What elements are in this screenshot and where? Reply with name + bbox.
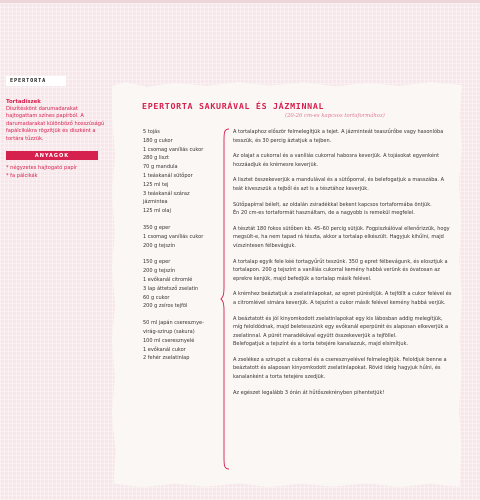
ingredient: 150 g eper bbox=[143, 259, 171, 266]
ingredient: 3 teáskanál száraz jázmintea bbox=[143, 190, 190, 206]
instruction-paragraph: A zselékez a szirupot a cukorral és a cseresznyelével felmelegítjük. Feloldjuk benne a beáztatott és alaposan kinyomkodott zselatinlapokat. Rövid ideig hagyjuk hűlni, és kanalanként a torta tetejére szedjük. bbox=[233, 356, 447, 381]
tools-label: ANYAGOK bbox=[6, 151, 98, 160]
ingredient: 1 csomag vaníliás cukor bbox=[143, 146, 204, 153]
instruction-paragraph: A tortalap egyik fele kéé tortagyűrűt teszünk. 350 g epret félbevágunk, és elosztjuk a tortalapon. 200 g tejszínt a vaníliás cukorral kemény habbá verünk és óvatosan az eprekre kenjük, majd befedjük a tortalap másik felével. bbox=[233, 258, 448, 282]
recipe-subtitle: (20-26 cm-es kapcsos tortaformához) bbox=[285, 113, 385, 119]
instruction-paragraph: A krémhez beáztatjuk a zselatinlapokat, az epret pürésítjük. A tejföllt a cukor felével és a citromlével simára keverjük. A tejszínt a cukor másik felével kemény habbá verjük. bbox=[233, 291, 452, 306]
instruction-paragraph: Az olajat a cukorral és a vaníliás cukorral habosra keverjük. A tojásokat egyenként hozzáadjuk és krémesre keverjük. bbox=[233, 153, 440, 168]
ingredient: 3 lap áttetsző zselatin bbox=[143, 285, 199, 292]
instruction-paragraph: Én 20 cm-es tortaformát használtam, de a nagyobb is remekül megfelel. bbox=[233, 210, 415, 217]
ingredient: 180 g cukor bbox=[143, 137, 173, 144]
ingredient: 5 tojás bbox=[143, 129, 160, 135]
top-border bbox=[0, 0, 480, 3]
tools-list-item: * négyzetes hajtogató papír bbox=[6, 165, 106, 173]
ingredient: 280 g liszt bbox=[143, 155, 169, 162]
ingredient: 200 g tejszín bbox=[143, 268, 176, 275]
instructions bbox=[233, 128, 453, 404]
ingredient: 100 ml cseresznyelé bbox=[143, 337, 195, 344]
ingredient: 1 evőkanál citromlé bbox=[143, 276, 193, 283]
instruction-paragraph: A beáztatott és jól kinyomkodott zselatinlapokat egy kis lábosban addig melegítjük, míg feloldódnak, majd beletesszünk egy evőkanál eperpürét és alaposan elkeverjük a zselatinnal. A pürét maradékával együtt összekeverjük a tejföllel. bbox=[233, 315, 449, 339]
sidebar bbox=[6, 99, 106, 180]
ingredient: 50 ml japán cseresznye-virág-szirup (sakura) bbox=[143, 320, 204, 335]
instruction-paragraph: Az egészet legalább 3 órán át hűtőszekrényben pihentetjük! bbox=[233, 389, 385, 396]
instruction-paragraph: Sütőpapírral bélelt, az oldalán zsiradékkal bekent kapcsos tortaformába öntjük. bbox=[233, 201, 432, 208]
ingredient: 60 g cukor bbox=[143, 294, 170, 301]
instruction-paragraph: A tésztát 180 fokos sütőben kb. 45–60 percig sütjük. Fogpiszkálóval ellenőrizzük, hogy megsült-e, ha nem tapad rá tészta, akkor a tortalap elkészült. Hagyjuk kihűlni, majd vízszintesen félbevágjuk. bbox=[233, 225, 450, 249]
curly-brace-divider bbox=[220, 127, 234, 471]
ingredient-group-cake bbox=[143, 128, 223, 216]
ingredient: 125 ml olaj bbox=[143, 208, 171, 215]
ingredient-group-filling bbox=[143, 224, 223, 250]
instruction-paragraph: Belefogatjuk a tejszínt és a torta tetejére kanalazzuk, majd elsimítjuk. bbox=[233, 341, 409, 348]
ingredient: 125 ml tej bbox=[143, 181, 169, 188]
recipe-title: EPERTORTA SAKURÁVAL ÉS JÁZMINNAL bbox=[142, 101, 325, 111]
ingredient: 70 g mandula bbox=[143, 164, 178, 171]
instruction-paragraph: A tortalaphoz először felmelegítjük a tejet. A jázminteát teaszűrőbe vagy hasonlóba tesszük, és 30 percig áztatjuk a tejben. bbox=[233, 129, 444, 144]
ingredient: 1 csomag vaníliás cukor bbox=[143, 233, 204, 240]
ingredient: 1 teáskanál sütőpor bbox=[143, 172, 193, 179]
tools-list-item: * fa pálcikák bbox=[6, 173, 106, 181]
ingredient: 1 evőkanál cukor bbox=[143, 346, 186, 353]
sidebar-description: Díszítéskönt darumadarakat hajtogattam színes papírból. A darumadarakat különböző hosszúságú fapálcikákra rögzítjük és díszként a tortára tűzzük. bbox=[6, 106, 105, 142]
tools-list bbox=[6, 165, 106, 180]
ingredient-list bbox=[143, 128, 223, 371]
chapter-tag bbox=[6, 76, 66, 86]
ingredient: 200 g zsíros tejföl bbox=[143, 303, 188, 310]
sidebar-title: Tortadíszek bbox=[6, 99, 41, 105]
ingredient: 2 fehér zselatinlap bbox=[143, 355, 190, 362]
chapter-tag-label: EPERTORTA bbox=[10, 78, 47, 84]
ingredient: 200 g tejszín bbox=[143, 242, 176, 249]
ingredient: 350 g eper bbox=[143, 224, 171, 231]
ingredient-group-jelly bbox=[143, 319, 223, 363]
instruction-paragraph: A lisztet összekeverjük a mandulával és a sütőporral, és belefogatjuk a masszába. A teát kiveszszük a tejből és azt is a tésztához keverjük. bbox=[233, 177, 445, 192]
ingredient-group-cream bbox=[143, 258, 223, 311]
